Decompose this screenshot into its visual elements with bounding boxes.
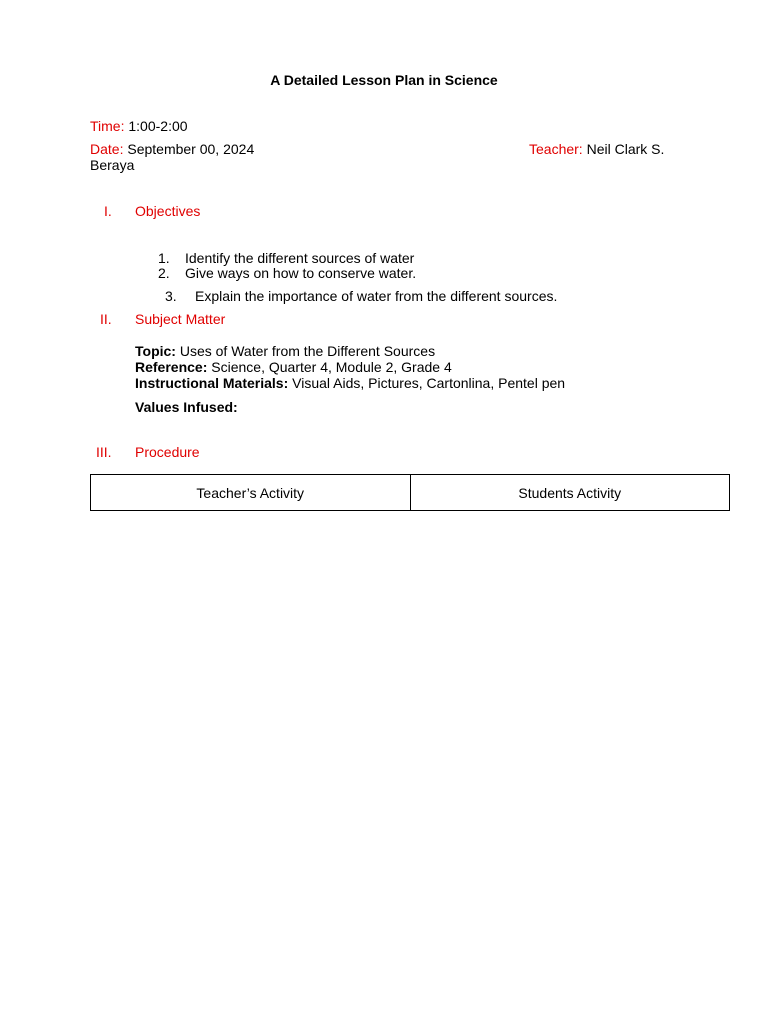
reference-label: Reference: (135, 359, 208, 375)
date-line (90, 141, 254, 157)
objectives-heading: Objectives (135, 203, 201, 219)
objective-item: Explain the importance of water from the different sources. (195, 288, 558, 304)
table-header-cell: Students Activity (410, 475, 730, 511)
objective-number: 2. (158, 265, 170, 281)
objective-item: Give ways on how to conserve water. (185, 265, 417, 281)
objective-number: 3. (165, 288, 177, 304)
time-label: Time: (90, 118, 125, 134)
subject-matter-numeral: II. (100, 311, 112, 327)
objectives-numeral: I. (104, 203, 112, 219)
topic-line (135, 343, 435, 359)
time-value: 1:00-2:00 (128, 118, 188, 134)
objective-item: Identify the different sources of water (185, 250, 415, 266)
topic-label: Topic: (135, 343, 176, 359)
teacher-value: Neil Clark S. (586, 141, 665, 157)
procedure-numeral: III. (96, 444, 112, 460)
objective-number: 1. (158, 250, 170, 266)
document-title: A Detailed Lesson Plan in Science (270, 72, 498, 88)
table-header-row (91, 475, 730, 511)
date-label: Date: (90, 141, 124, 157)
reference-line (135, 359, 452, 375)
procedure-heading: Procedure (135, 444, 200, 460)
topic-value: Uses of Water from the Different Sources (179, 343, 436, 359)
values-infused-label: Values Infused: (135, 399, 238, 415)
materials-value: Visual Aids, Pictures, Cartonlina, Pentel pen (292, 375, 566, 391)
materials-label: Instructional Materials: (135, 375, 289, 391)
table-header-cell: Teacher’s Activity (91, 475, 411, 511)
materials-line (135, 375, 565, 391)
subject-matter-heading: Subject Matter (135, 311, 226, 327)
teacher-value-continued: Beraya (90, 157, 135, 173)
time-line (90, 118, 188, 134)
teacher-line (529, 141, 664, 157)
teacher-label: Teacher: (529, 141, 583, 157)
reference-value: Science, Quarter 4, Module 2, Grade 4 (211, 359, 452, 375)
procedure-table (90, 474, 730, 511)
date-value: September 00, 2024 (127, 141, 255, 157)
